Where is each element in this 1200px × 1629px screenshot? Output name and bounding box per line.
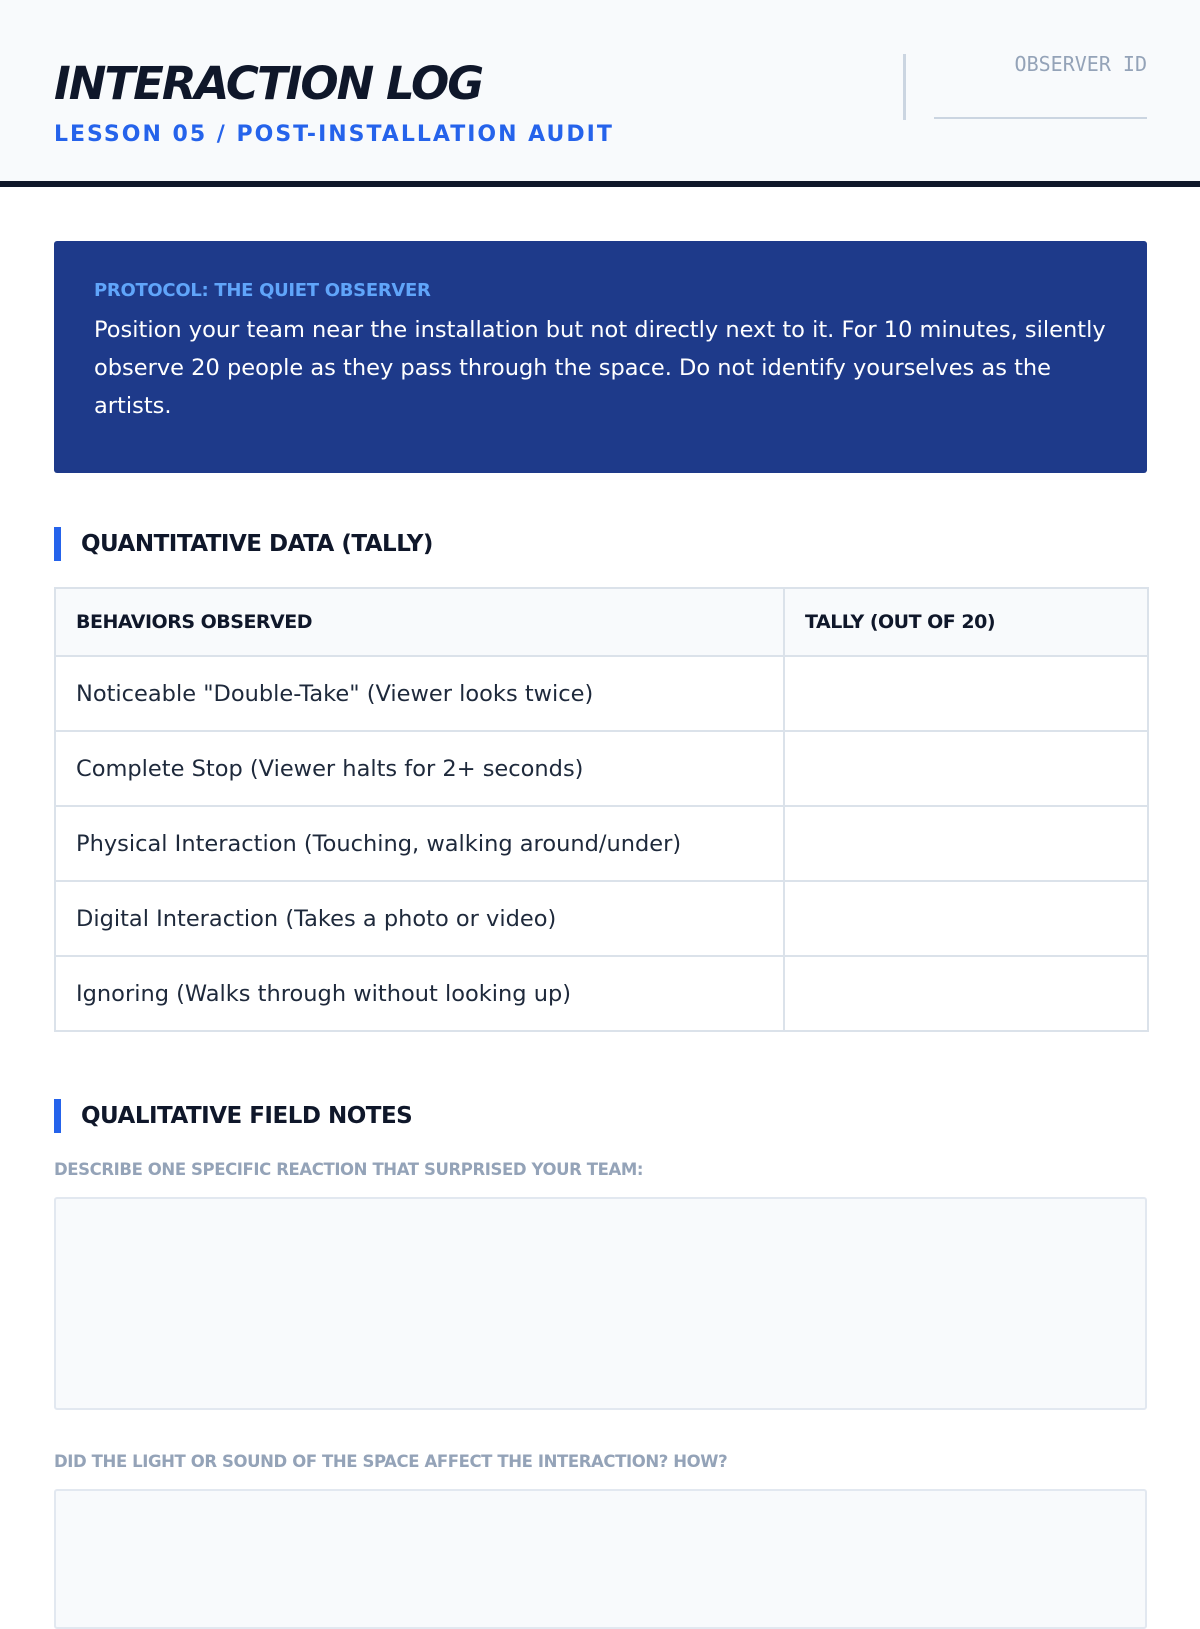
notes-prompt-surprise: DESCRIBE ONE SPECIFIC REACTION THAT SURPRISED YOUR TEAM: — [54, 1160, 644, 1179]
tally-cell[interactable] — [784, 731, 1148, 806]
notes-field-light-sound[interactable] — [54, 1489, 1147, 1629]
behavior-cell: Complete Stop (Viewer halts for 2+ seconds) — [55, 731, 784, 806]
table-header-row — [55, 588, 1148, 656]
tally-table — [54, 587, 1149, 1032]
protocol-box — [54, 241, 1147, 473]
table-row — [55, 656, 1148, 731]
quantitative-heading: QUANTITATIVE DATA (TALLY) — [54, 527, 433, 561]
tally-cell[interactable] — [784, 806, 1148, 881]
table-row — [55, 956, 1148, 1031]
behavior-cell: Ignoring (Walks through without looking up) — [55, 956, 784, 1031]
notes-field-surprise[interactable] — [54, 1197, 1147, 1410]
table-row — [55, 806, 1148, 881]
table-row — [55, 881, 1148, 956]
behavior-cell: Physical Interaction (Touching, walking around/under) — [55, 806, 784, 881]
qualitative-heading: QUALITATIVE FIELD NOTES — [54, 1099, 412, 1133]
table-row — [55, 731, 1148, 806]
header-divider — [903, 54, 906, 120]
page-title: INTERACTION LOG — [54, 57, 483, 110]
page-subtitle: LESSON 05 / POST-INSTALLATION AUDIT — [54, 122, 614, 147]
column-header-tally: TALLY (OUT OF 20) — [784, 588, 1148, 656]
page-header — [0, 0, 1200, 187]
tally-cell[interactable] — [784, 881, 1148, 956]
observer-id-field[interactable] — [934, 117, 1147, 119]
protocol-body: Position your team near the installation but not directly next to it. For 10 minutes, silently observe 20 people as they pass through the space. Do not identify yourselves as the artists. — [94, 317, 1106, 419]
tally-cell[interactable] — [784, 956, 1148, 1031]
column-header-behaviors: BEHAVIORS OBSERVED — [55, 588, 784, 656]
behavior-cell: Noticeable "Double-Take" (Viewer looks twice) — [55, 656, 784, 731]
behavior-cell: Digital Interaction (Takes a photo or video) — [55, 881, 784, 956]
protocol-label: PROTOCOL: THE QUIET OBSERVER — [94, 280, 431, 301]
notes-prompt-light-sound: DID THE LIGHT OR SOUND OF THE SPACE AFFECT THE INTERACTION? HOW? — [54, 1452, 728, 1471]
observer-id-label: OBSERVER ID — [1014, 52, 1147, 76]
tally-cell[interactable] — [784, 656, 1148, 731]
